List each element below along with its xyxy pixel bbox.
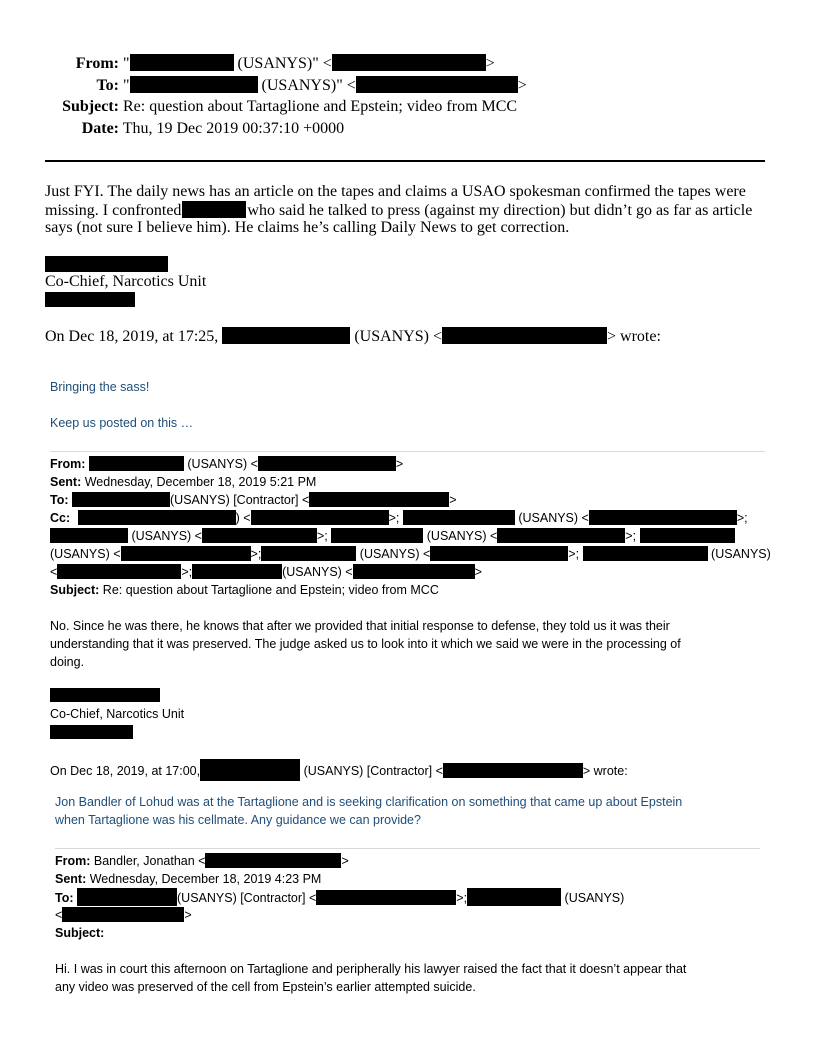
email2-cc3-a: (USANYS) < (50, 547, 121, 561)
header-date-row (45, 120, 344, 138)
wrote-line-1-mid: (USANYS) < (354, 328, 443, 345)
redaction-block (442, 327, 607, 344)
header-date-value: Thu, 19 Dec 2019 00:37:10 +0000 (122, 120, 345, 137)
email3-sent-row (55, 870, 321, 888)
email2-from-close: > (395, 457, 404, 471)
email2-cc3-d: >; (568, 547, 580, 561)
email2-cc2-d: >; (625, 529, 637, 543)
redaction-block (72, 492, 170, 507)
email2-signature-name-redaction (50, 688, 160, 702)
email3-subject-label: Subject: (55, 926, 105, 940)
redaction-block (251, 510, 389, 525)
email3-sent-value: Wednesday, December 18, 2019 4:23 PM (86, 872, 322, 886)
redaction-block (589, 510, 737, 525)
email2-cc2-c: (USANYS) < (426, 529, 498, 543)
signature-title: Co-Chief, Narcotics Unit (45, 273, 207, 290)
email2-to-row (50, 491, 457, 509)
email2-wrote-mid: (USANYS) [Contractor] < (303, 764, 443, 778)
redaction-block (57, 564, 181, 579)
email2-cc-d: >; (736, 511, 748, 525)
email2-wrote-pre: On Dec 18, 2019, at 17:00, (50, 764, 201, 778)
email3-to-row (55, 888, 624, 907)
header-subject-label: Subject: (62, 98, 119, 115)
body-line-2 (45, 201, 752, 220)
email2-from-row (50, 455, 403, 473)
email2-to-label: To: (50, 493, 69, 507)
redaction-block (78, 510, 236, 525)
redaction-block (497, 528, 625, 543)
body-line-3: says (not sure I believe him). He claims he’s calling Daily News to get correction. (45, 219, 570, 236)
redaction-block (77, 888, 177, 906)
email2-from-label: From: (50, 457, 86, 471)
signature-name-redaction (45, 256, 168, 272)
email2-subject-label: Subject: (50, 583, 100, 597)
email3-to-org: (USANYS) [Contractor] < (177, 891, 317, 905)
redaction-block (62, 907, 184, 922)
email2-to-org: (USANYS) [Contractor] < (170, 493, 310, 507)
email3-from-row (55, 852, 349, 870)
email2-cc-b: >; (388, 511, 400, 525)
email3-to2-open: < (55, 908, 63, 922)
email2-cc4-a: < (50, 565, 58, 579)
email2-sent-value: Wednesday, December 18, 2019 5:21 PM (81, 475, 317, 489)
redaction-block (50, 528, 128, 543)
email3-body-line-1: Hi. I was in court this afternoon on Tartaglione and peripherally his lawyer raised the fact that it doesn’t appear that (55, 962, 687, 976)
quote-divider (50, 451, 765, 452)
email2-cc2-b: >; (317, 529, 328, 543)
redaction-block (316, 890, 456, 905)
redaction-block (121, 546, 251, 561)
header-from-open-quote: " (123, 55, 130, 72)
email2-cc-row-3 (50, 545, 771, 563)
redaction-block (583, 546, 708, 561)
email2-subject-row (50, 581, 439, 599)
header-subject-value: Re: question about Tartaglione and Epstein; video from MCC (123, 98, 518, 115)
header-from-row (45, 54, 495, 73)
email2-wrote-line (50, 759, 628, 781)
email3-to-row-2 (55, 906, 192, 924)
email3-from-label: From: (55, 854, 91, 868)
redaction-block (202, 528, 317, 543)
redaction-block (261, 546, 356, 561)
email2-subject-value: Re: question about Tartaglione and Epstein; video from MCC (99, 583, 439, 597)
wrote-line-1-pre: On Dec 18, 2019, at 17:25, (45, 328, 219, 345)
email2-cc3-c: (USANYS) < (359, 547, 431, 561)
redaction-block (403, 510, 515, 525)
email2-to-close: > (449, 493, 457, 507)
redaction-block (89, 456, 184, 471)
redaction-block (331, 528, 423, 543)
signature-extra-redaction (45, 292, 135, 307)
email3-to-sep: >; (456, 891, 468, 905)
redaction-block (200, 759, 300, 781)
email2-cc2-a: (USANYS) < (131, 529, 202, 543)
header-to-org: (USANYS)" < (257, 77, 356, 94)
email2-from-org: (USANYS) < (183, 457, 258, 471)
redaction-block (130, 76, 258, 93)
email2-body-line-1: No. Since he was there, he knows that after we provided that initial response to defense, they told us it was their (50, 619, 670, 633)
email3-from-value: Bandler, Jonathan < (90, 854, 206, 868)
email2-wrote-post: > wrote: (582, 764, 628, 778)
redaction-block (356, 76, 518, 93)
redaction-block (130, 54, 234, 71)
email3-to-label: To: (55, 891, 74, 905)
email2-body-line-2: understanding that it was preserved. The judge asked us to look into it which we said we were in the processing of (50, 637, 681, 651)
email2-cc4-d: > (474, 565, 482, 579)
email3-to2-close: > (184, 908, 192, 922)
header-to-close: > (517, 77, 527, 94)
email2-cc-c: (USANYS) < (518, 511, 589, 525)
email2-sent-label: Sent: (50, 475, 82, 489)
header-from-label: From: (75, 55, 119, 72)
wrote-line-1 (45, 327, 661, 346)
email2-signature-title: Co-Chief, Narcotics Unit (50, 707, 185, 721)
email2-cc-row-1 (50, 509, 748, 527)
header-from-org: (USANYS)" < (233, 55, 332, 72)
redaction-block (222, 327, 350, 344)
redaction-block (192, 564, 282, 579)
redaction-block (430, 546, 568, 561)
quote2-divider (55, 848, 760, 849)
email3-from-close: > (341, 854, 349, 868)
quote2-line-2: when Tartaglione was his cellmate. Any guidance we can provide? (55, 813, 421, 827)
email3-subject-row (55, 924, 104, 942)
redaction-block (332, 54, 486, 71)
email2-cc3-b: >; (250, 547, 262, 561)
redaction-block (205, 853, 341, 868)
email2-sent-row (50, 473, 316, 491)
header-to-label: To: (96, 77, 119, 94)
header-from-close: > (485, 55, 495, 72)
email2-cc-a: ) < (235, 511, 251, 525)
quote2-line-1: Jon Bandler of Lohud was at the Tartaglione and is seeking clarification on something that came up about Epstein (55, 795, 683, 809)
redaction-block (467, 888, 561, 906)
quote1-line-2: Keep us posted on this … (50, 416, 194, 430)
redaction-block (353, 564, 475, 579)
body-line-2-post: who said he talked to press (against my direction) but didn’t go as far as article (247, 202, 753, 219)
quote1-line-1: Bringing the sass! (50, 380, 150, 394)
email2-signature-extra-redaction (50, 725, 133, 739)
header-divider (45, 160, 765, 162)
email2-cc4-c: (USANYS) < (282, 565, 353, 579)
body-line-2-pre: missing. I confronted (45, 202, 182, 219)
email3-body-line-2: any video was preserved of the cell from Epstein’s earlier attempted suicide. (55, 980, 476, 994)
redaction-block (182, 201, 246, 218)
email2-cc4-b: >; (181, 565, 193, 579)
email2-cc3-e: (USANYS) (711, 547, 771, 561)
redaction-block (640, 528, 735, 543)
redaction-block (258, 456, 396, 471)
email2-cc-label: Cc: (50, 511, 71, 525)
wrote-line-1-post: > wrote: (607, 328, 661, 345)
redaction-block (309, 492, 449, 507)
email2-body-line-3: doing. (50, 655, 85, 669)
header-subject-row (45, 98, 517, 116)
header-to-open-quote: " (123, 77, 130, 94)
email3-to-org2: (USANYS) (564, 891, 625, 905)
email2-cc-row-2 (50, 527, 735, 545)
email2-cc-row-4 (50, 563, 482, 581)
header-date-label: Date: (81, 120, 119, 137)
header-to-row (45, 76, 527, 95)
body-line-1: Just FYI. The daily news has an article on the tapes and claims a USAO spokesman confirmed the tapes were (45, 183, 746, 200)
email3-sent-label: Sent: (55, 872, 87, 886)
redaction-block (443, 763, 583, 778)
